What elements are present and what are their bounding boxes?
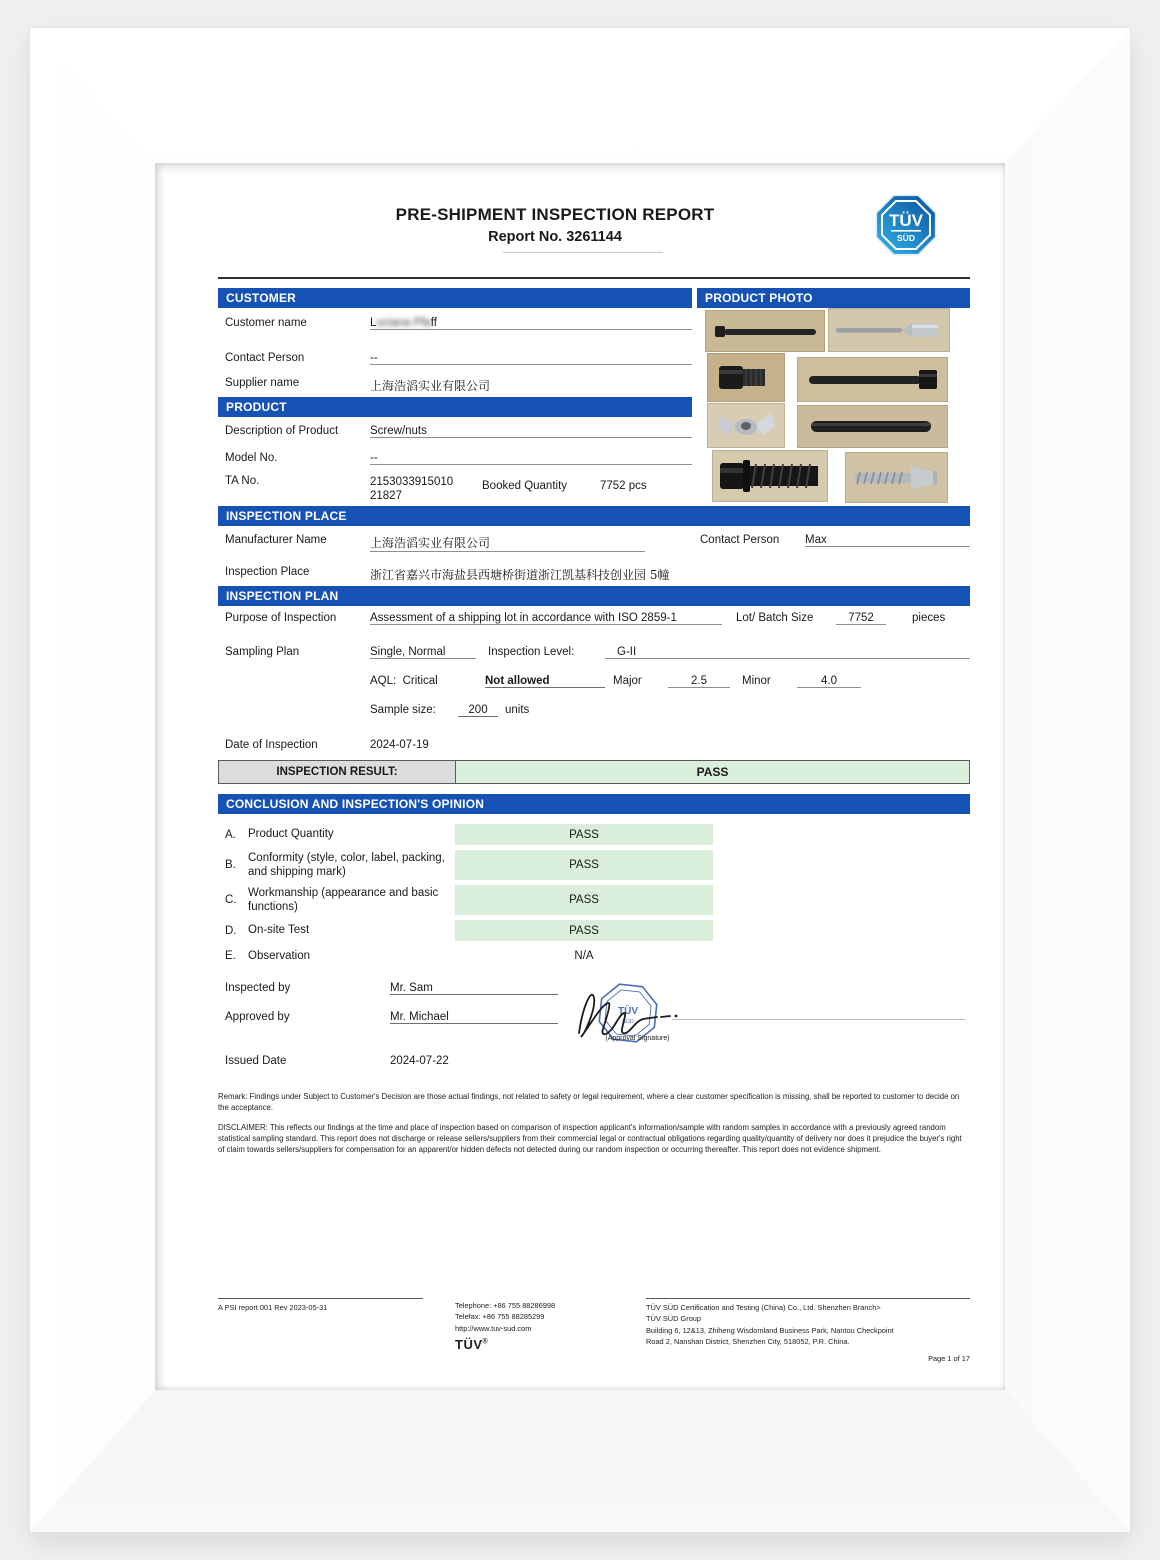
sampling-value: Single, Normal xyxy=(370,646,476,659)
approved-by-label: Approved by xyxy=(225,1011,290,1023)
booked-quantity-value: 7752 pcs xyxy=(600,480,647,492)
inspection-level-label: Inspection Level: xyxy=(488,646,575,658)
purpose-value: Assessment of a shipping lot in accordance with ISO 2859-1 xyxy=(370,612,722,625)
conclusion-result-na: N/A xyxy=(574,950,594,962)
conclusion-label: Workmanship (appearance and basic functions) xyxy=(248,886,439,913)
footer-website: http://www.tuv-sud.com xyxy=(455,1323,532,1333)
model-row xyxy=(218,450,692,471)
booked-quantity-label: Booked Quantity xyxy=(482,480,568,492)
report-number-underline xyxy=(503,252,663,253)
footer-contact xyxy=(455,1300,640,1356)
svg-text:TÜV: TÜV xyxy=(889,211,923,230)
conclusion-result-box: PASS xyxy=(455,824,713,845)
svg-text:TÜV: TÜV xyxy=(618,1006,638,1017)
inspection-date-row xyxy=(218,731,970,761)
tuv-sud-logo-icon xyxy=(865,189,947,261)
svg-text:SÜD: SÜD xyxy=(622,1019,634,1025)
page-title: PRE-SHIPMENT INSPECTION REPORT xyxy=(395,205,715,224)
footer-company xyxy=(646,1298,970,1364)
sampling-row xyxy=(218,646,970,675)
conclusion-label: Product Quantity xyxy=(248,828,334,841)
aql-label: AQL: Critical xyxy=(370,675,438,687)
photo-flange-bolt-coarse-thread xyxy=(712,450,828,502)
inspection-result-label: INSPECTION RESULT: xyxy=(219,761,456,783)
conclusion-item-d: D. On-site Test PASS xyxy=(218,920,970,941)
conclusion-header: CONCLUSION AND INSPECTION'S OPINION xyxy=(218,794,970,814)
photo-blind-rivet-silver xyxy=(828,308,950,352)
signature-line xyxy=(672,1019,965,1020)
product-section-header: PRODUCT xyxy=(218,397,692,417)
svg-text:SÜD: SÜD xyxy=(897,233,915,243)
issued-date-value: 2024-07-22 xyxy=(390,1055,449,1067)
manufacturer-value: 上海浩滔实业有限公司 xyxy=(370,534,645,552)
conclusion-label: Conformity (style, color, label, packing, and shipping mark) xyxy=(248,851,445,878)
customer-name-value: Luciana Pfaff xyxy=(370,317,692,330)
inspection-result-value: PASS xyxy=(456,761,969,783)
remark-text: Remark: Findings under Subject to Customer's Decision are those actual findings, not related to safety or legal requirement, where a clear customer specification is missing, shall be reported to customer to decide on the acceptance. xyxy=(218,1092,960,1112)
inspection-place-label: Inspection Place xyxy=(225,566,310,578)
customer-name-label: Customer name xyxy=(225,317,307,329)
sample-size-row xyxy=(218,704,970,731)
contact-person-row xyxy=(218,345,692,373)
supplier-name-row xyxy=(218,373,692,397)
inspection-date-value: 2024-07-19 xyxy=(370,739,429,751)
major-label: Major xyxy=(613,675,642,687)
purpose-label: Purpose of Inspection xyxy=(225,612,337,624)
footer-doc-ref: A PSI report 001 Rev 2023-05-31 xyxy=(218,1298,423,1313)
inspection-level-value: G-II xyxy=(605,646,970,659)
ta-row xyxy=(218,471,692,507)
description-row xyxy=(218,417,692,450)
footer-company-line: TÜV SÜD Group xyxy=(646,1314,702,1324)
conclusion-item-e: E. Observation N/A xyxy=(218,946,970,966)
inspection-plan-block xyxy=(218,612,970,761)
inspected-by-label: Inspected by xyxy=(225,982,291,994)
disclaimer-text: DISCLAIMER: This reflects our findings at the time and place of inspection based on comparison of inspection applicant's information/sample with random samples in accordance with a previously agreed random statistical sampling standard. This report does not discharge or release sellers/suppliers from their commercial legal or contractual obligations regarding quality/quantity of delivery nor does it prejudice the buyer's right of claim towards sellers/suppliers for compensation for an apparent/or hidden defects not detected during our random inspection or occurring thereafter. This report does not evidence shipment. xyxy=(218,1123,962,1154)
place-contact-value: Max xyxy=(805,534,970,547)
redacted-text: Pfa xyxy=(413,317,431,329)
conclusion-block xyxy=(218,824,970,971)
customer-name-row xyxy=(218,308,692,345)
place-contact-label: Contact Person xyxy=(700,534,780,546)
report-number: Report No. 3261144 xyxy=(488,229,622,245)
photo-black-pin-rod xyxy=(797,405,948,448)
inspection-place-value: 浙江省嘉兴市海盐县西塘桥街道浙江凯基科技创业园 5幢 xyxy=(370,568,670,582)
sample-size-label: Sample size: xyxy=(370,704,436,716)
conclusion-result-box: PASS xyxy=(455,850,713,880)
footer-company-line: Building 6, 12&13, Zhiheng Wisdomland Business Park, Nantou Checkpoint xyxy=(646,1325,894,1335)
photo-wing-nut-silver xyxy=(707,403,785,448)
inspection-place-header: INSPECTION PLACE xyxy=(218,506,970,526)
lot-batch-value: 7752 xyxy=(836,612,886,625)
sample-size-unit: units xyxy=(505,704,530,716)
minor-label: Minor xyxy=(742,675,771,687)
inspection-result-strip xyxy=(218,760,970,784)
issued-date-row xyxy=(218,1055,698,1067)
model-label: Model No. xyxy=(225,452,278,464)
redacted-text: uciana xyxy=(376,317,411,329)
sampling-label: Sampling Plan xyxy=(225,646,300,658)
approval-signature xyxy=(573,981,703,1043)
issued-date-label: Issued Date xyxy=(225,1055,287,1067)
conclusion-result-box: PASS xyxy=(455,920,713,941)
lot-batch-unit: pieces xyxy=(912,612,946,624)
supplier-name-value: 上海浩滔实业有限公司 xyxy=(370,379,491,393)
table-top-rule xyxy=(218,277,970,279)
photo-drain-plug-black xyxy=(707,353,785,402)
photo-black-bolt-hex-head xyxy=(797,357,948,402)
signature-caption: (Approval Signature) xyxy=(605,1035,670,1042)
lot-batch-label: Lot/ Batch Size xyxy=(736,612,814,624)
tuv-wordmark-icon: TÜV® xyxy=(455,1337,489,1353)
ta-label: TA No. xyxy=(225,475,260,487)
model-value: -- xyxy=(370,452,692,465)
inspection-plan-header: INSPECTION PLAN xyxy=(218,586,970,606)
major-value: 2.5 xyxy=(668,675,730,688)
conclusion-item-b: B. Conformity (style, color, label, packing, and shipping mark) PASS xyxy=(218,850,970,880)
conclusion-label: On-site Test xyxy=(248,924,310,937)
footer-company-line: Road 2, Nanshan District, Shenzhen City, 518052, P.R. China. xyxy=(646,1337,850,1347)
conclusion-label: Observation xyxy=(248,949,311,962)
description-value: Screw/nuts xyxy=(370,425,692,438)
picture-frame xyxy=(30,28,1130,1532)
contact-person-label: Contact Person xyxy=(225,352,305,364)
inspection-date-label: Date of Inspection xyxy=(225,739,318,751)
contact-person-value: -- xyxy=(370,352,692,365)
photo-countersunk-screw-silver xyxy=(845,452,948,503)
footer-company-line: TÜV SÜD Certification and Testing (China) Co., Ltd. Shenzhen Branch> xyxy=(646,1303,881,1312)
page-number: Page 1 of 17 xyxy=(928,1353,970,1363)
purpose-row xyxy=(218,612,970,646)
product-photo-header: PRODUCT PHOTO xyxy=(697,288,970,308)
aql-row xyxy=(218,675,970,704)
photo-black-hex-bolt-long xyxy=(705,310,825,352)
customer-product-column xyxy=(218,288,692,507)
conclusion-result-box: PASS xyxy=(455,885,713,915)
supplier-name-label: Supplier name xyxy=(225,377,300,389)
sample-size-value: 200 xyxy=(458,704,498,717)
conclusion-item-c: C. Workmanship (appearance and basic functions) PASS xyxy=(218,885,970,915)
ta-value: 2153033915010 21827 xyxy=(370,476,454,503)
manufacturer-label: Manufacturer Name xyxy=(225,534,327,546)
minor-value: 4.0 xyxy=(797,675,861,688)
inspection-place-row xyxy=(218,566,970,583)
inspected-by-value: Mr. Sam xyxy=(390,982,558,995)
manufacturer-row xyxy=(218,534,970,552)
report-page xyxy=(155,163,1005,1390)
customer-section-header: CUSTOMER xyxy=(218,288,692,308)
description-label: Description of Product xyxy=(225,425,339,437)
footer-telephone: Telephone: +86 755 88286998 xyxy=(455,1301,556,1310)
footer-telefax: Telefax: +86 755 88285299 xyxy=(455,1312,545,1322)
aql-critical-value: Not allowed xyxy=(485,675,605,688)
approved-by-value: Mr. Michael xyxy=(390,1011,558,1024)
conclusion-item-a: A. Product Quantity PASS xyxy=(218,824,970,845)
frame-opening xyxy=(155,163,1005,1390)
